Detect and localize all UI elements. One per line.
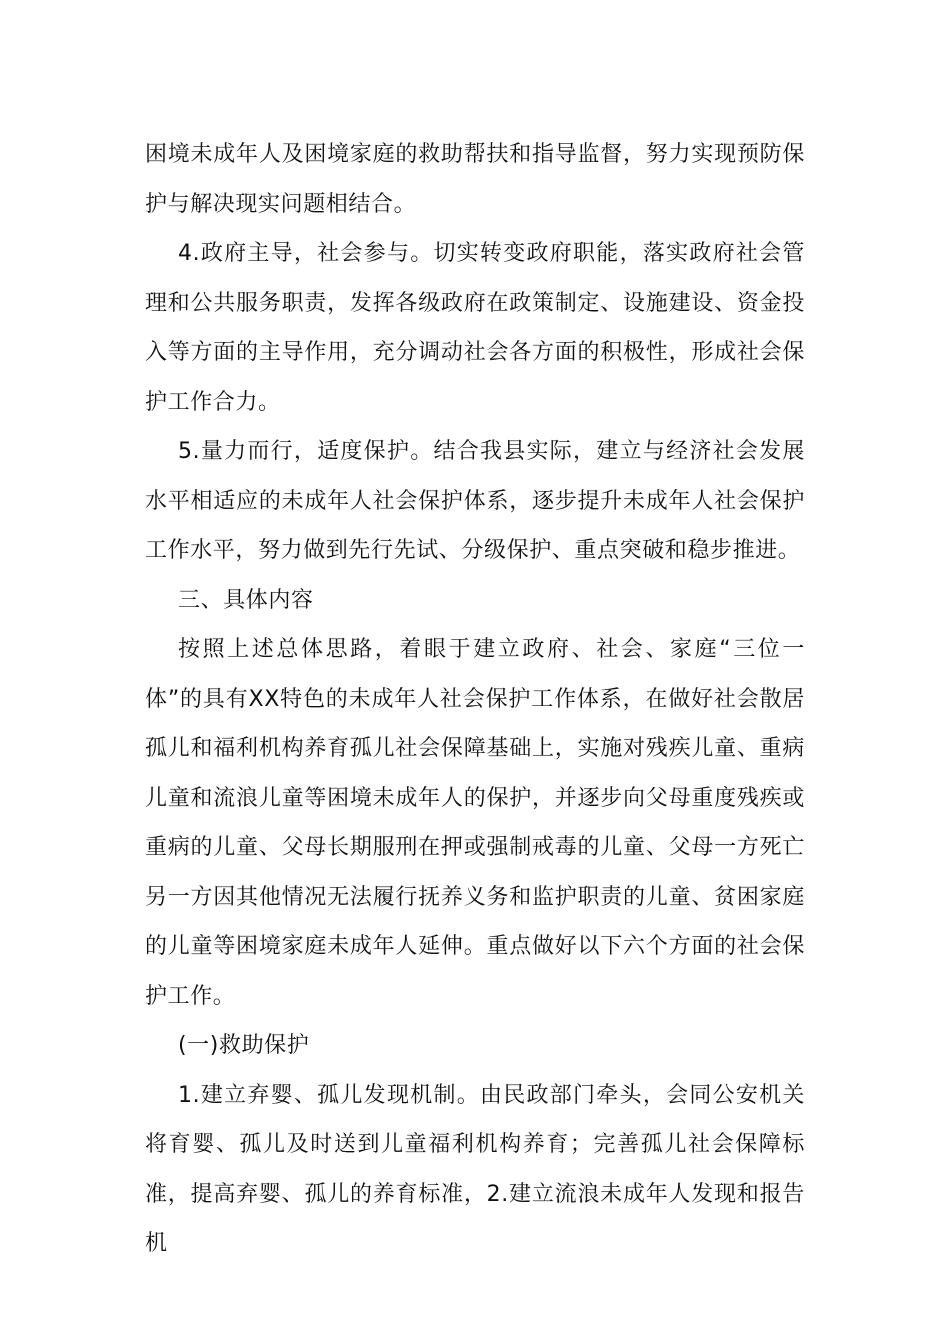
paragraph-overall-approach: 按照上述总体思路，着眼于建立政府、社会、家庭“三位一体”的具有XX特色的未成年人社会保护工作体系，在做好社会散居孤儿和福利机构养育孤儿社会保障基础上，实施对残疾儿童、重病儿童和流浪儿童等困境未成年人的保护，并逐步向父母重度残疾或重病的儿童、父母长期服刑在押或强制戒毒的儿童、父母一方死亡另一方因其他情况无法履行抚养义务和监护职责的儿童、贫困家庭的儿童等困境家庭未成年人延伸。重点做好以下六个方面的社会保护工作。 bbox=[145, 637, 805, 1009]
paragraph-continuation: 困境未成年人及困境家庭的救助帮扶和指导监督，努力实现预防保护与解决现实问题相结合。 bbox=[145, 142, 805, 217]
document-body bbox=[145, 130, 805, 1269]
subsection-heading-rescue-protection: (一)救助保护 bbox=[178, 1033, 310, 1058]
paragraph-principle-4: 4.政府主导，社会参与。切实转变政府职能，落实政府社会管理和公共服务职责，发挥各级政府在政策制定、设施建设、资金投入等方面的主导作用，充分调动社会各方面的积极性，形成社会保护工作合力。 bbox=[145, 241, 805, 415]
paragraph-item-1: 1.建立弃婴、孤儿发现机制。由民政部门牵头，会同公安机关将育婴、孤儿及时送到儿童福利机构养育；完善孤儿社会保障标准，提高弃婴、孤儿的养育标准，2.建立流浪未成年人发现和报告机 bbox=[145, 1082, 805, 1256]
section-heading-specific-content: 三、具体内容 bbox=[178, 587, 314, 613]
paragraph-principle-5: 5.量力而行，适度保护。结合我县实际，建立与经济社会发展水平相适应的未成年人社会保护体系，逐步提升未成年人社会保护工作水平，努力做到先行先试、分级保护、重点突破和稳步推进。 bbox=[145, 439, 805, 563]
